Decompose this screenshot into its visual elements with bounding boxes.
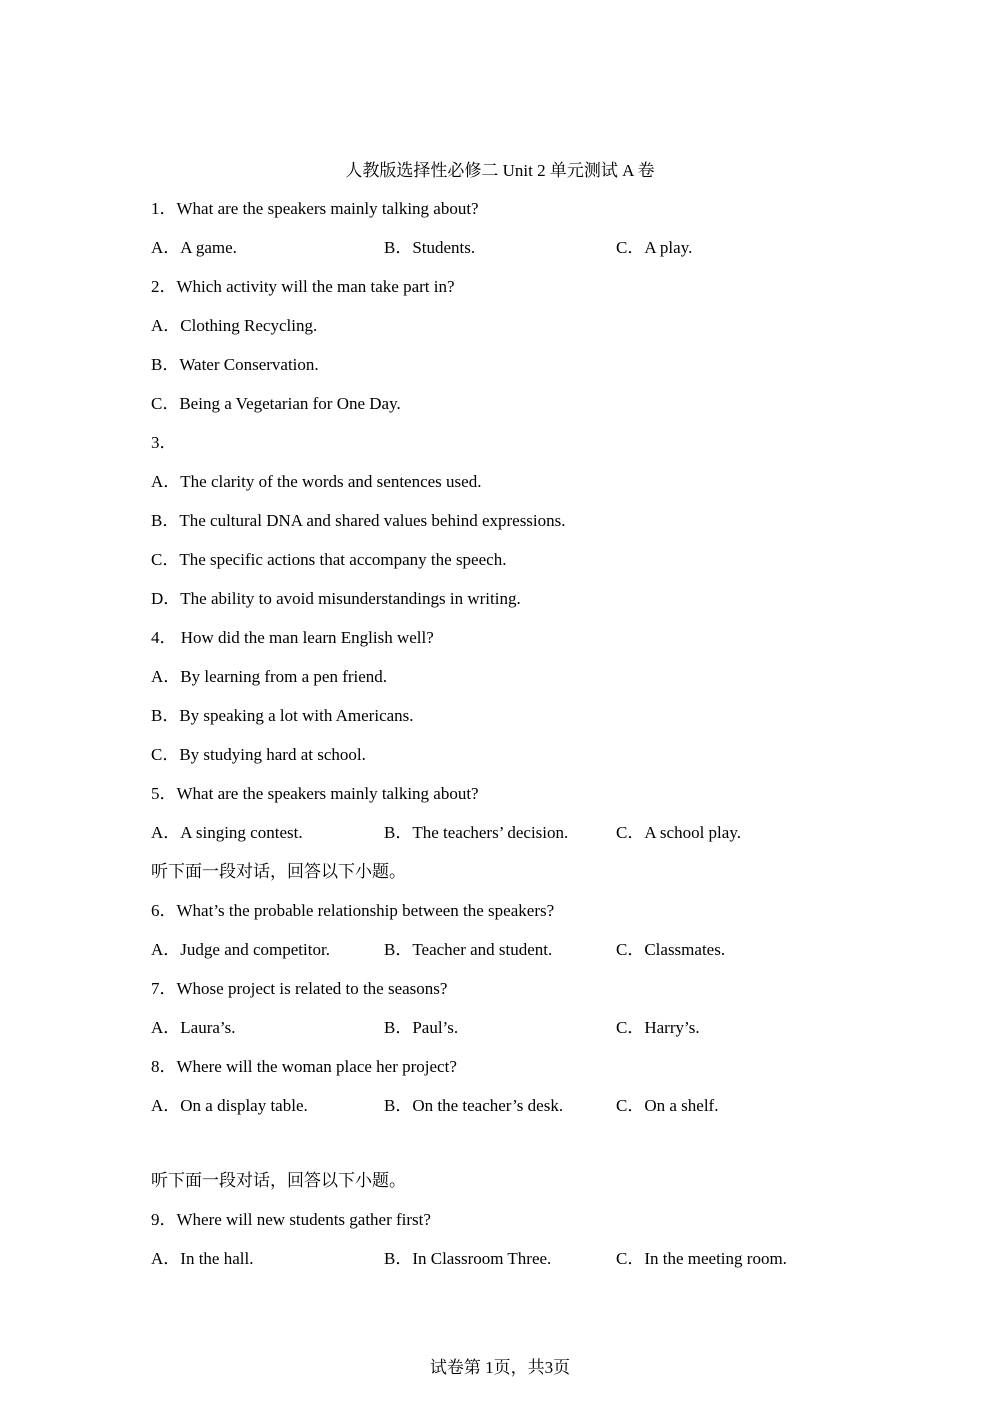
- question-4-stem: 4． How did the man learn English well?: [151, 628, 434, 647]
- question-1-stem: 1．What are the speakers mainly talking about?: [151, 199, 479, 218]
- question-8-option-c: C．On a shelf.: [616, 1096, 719, 1115]
- question-1-option-a: A．A game.: [151, 238, 237, 257]
- page-title: 人教版选择性必修二 Unit 2 单元测试 A 卷: [345, 161, 655, 180]
- question-2-option-a: A．Clothing Recycling.: [151, 316, 318, 335]
- question-6-options: [151, 938, 851, 962]
- question-5-options: [151, 821, 851, 845]
- section-instruction-1: 听下面一段对话，回答以下小题。: [151, 862, 406, 881]
- question-5-option-b: B．The teachers’ decision.: [384, 823, 569, 842]
- question-7-option-a: A．Laura’s.: [151, 1018, 236, 1037]
- question-2-option-c: C．Being a Vegetarian for One Day.: [151, 394, 401, 413]
- question-9-option-a: A．In the hall.: [151, 1249, 254, 1268]
- question-9-option-b: B．In Classroom Three.: [384, 1249, 552, 1268]
- section-instruction-2: 听下面一段对话，回答以下小题。: [151, 1171, 406, 1190]
- question-9-option-c: C．In the meeting room.: [616, 1249, 787, 1268]
- question-4-option-c: C．By studying hard at school.: [151, 745, 366, 764]
- question-8-stem: 8．Where will the woman place her project?: [151, 1057, 457, 1076]
- question-8-option-b: B．On the teacher’s desk.: [384, 1096, 564, 1115]
- question-3-option-d: D．The ability to avoid misunderstandings in writing.: [151, 589, 521, 608]
- question-6-option-a: A．Judge and competitor.: [151, 940, 330, 959]
- question-7-option-b: B．Paul’s.: [384, 1018, 459, 1037]
- question-3-option-c: C．The specific actions that accompany the speech.: [151, 550, 507, 569]
- question-8-options: [151, 1094, 851, 1118]
- question-1-option-c: C．A play.: [616, 238, 693, 257]
- question-2-stem: 2．Which activity will the man take part in?: [151, 277, 455, 296]
- question-7-stem: 7．Whose project is related to the seasons?: [151, 979, 448, 998]
- question-5-option-a: A．A singing contest.: [151, 823, 303, 842]
- question-6-option-c: C．Classmates.: [616, 940, 726, 959]
- question-2-option-b: B．Water Conservation.: [151, 355, 319, 374]
- question-6-stem: 6．What’s the probable relationship between the speakers?: [151, 901, 555, 920]
- question-5-option-c: C．A school play.: [616, 823, 741, 842]
- question-3-option-a: A．The clarity of the words and sentences used.: [151, 472, 482, 491]
- question-1-option-b: B．Students.: [384, 238, 476, 257]
- question-4-option-a: A．By learning from a pen friend.: [151, 667, 388, 686]
- question-9-stem: 9．Where will new students gather first?: [151, 1210, 431, 1229]
- question-8-option-a: A．On a display table.: [151, 1096, 308, 1115]
- question-7-options: [151, 1016, 851, 1040]
- question-6-option-b: B．Teacher and student.: [384, 940, 553, 959]
- question-4-option-b: B．By speaking a lot with Americans.: [151, 706, 414, 725]
- question-1-options: [151, 236, 851, 260]
- question-7-option-c: C．Harry’s.: [616, 1018, 700, 1037]
- page-footer: 试卷第 1页，共3页: [429, 1358, 571, 1377]
- question-3-stem: 3．: [151, 433, 177, 452]
- question-5-stem: 5．What are the speakers mainly talking about?: [151, 784, 479, 803]
- question-9-options: [151, 1247, 851, 1271]
- question-3-option-b: B．The cultural DNA and shared values behind expressions.: [151, 511, 566, 530]
